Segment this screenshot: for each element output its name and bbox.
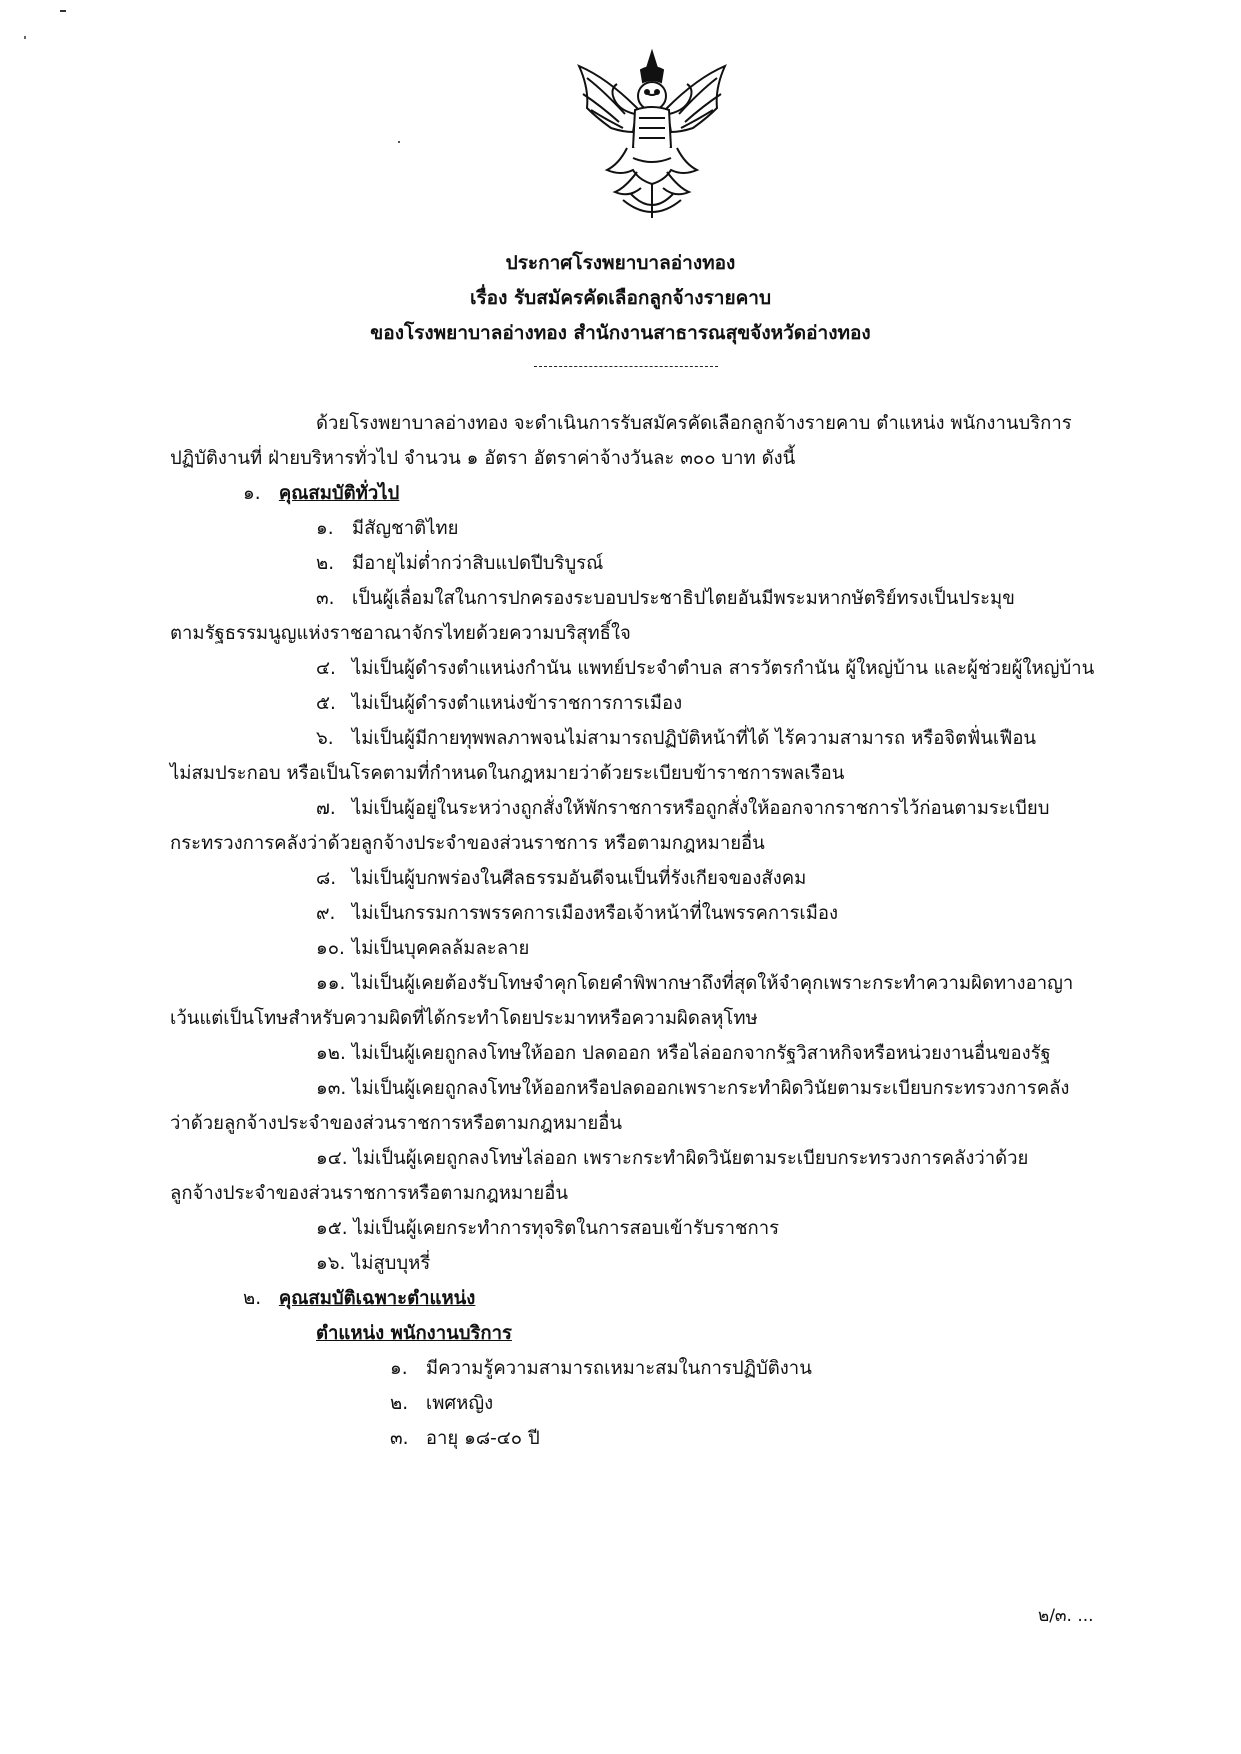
garuda-emblem bbox=[567, 48, 737, 223]
list-item bbox=[390, 1392, 493, 1416]
item-text: ไม่เป็นผู้บกพร่องในศีลธรรมอันดีจนเป็นที่รังเกียจของสังคม bbox=[351, 868, 807, 889]
list-item bbox=[316, 1077, 1069, 1101]
intro-line-1: ด้วยโรงพยาบาลอ่างทอง จะดำเนินการรับสมัครคัดเลือกลูกจ้างรายคาบ ตำแหน่ง พนักงานบริการ bbox=[316, 413, 1072, 434]
intro-line-2: ปฏิบัติงานที่ ฝ่ายบริหารทั่วไป จำนวน ๑ อัตรา อัตราค่าจ้างวันละ ๓๐๐ บาท ดังนี้ bbox=[170, 448, 796, 469]
announcement-issuer: ของโรงพยาบาลอ่างทอง สำนักงานสาธารณสุขจังหวัดอ่างทอง bbox=[370, 322, 871, 344]
section-number: ๒. bbox=[243, 1288, 262, 1309]
scan-mark bbox=[398, 141, 400, 143]
item-number: ๑๓. bbox=[316, 1078, 347, 1099]
list-item bbox=[316, 587, 1015, 611]
title-divider bbox=[534, 366, 718, 367]
item-number: ๓. bbox=[316, 588, 335, 609]
item-number: ๙. bbox=[316, 903, 336, 924]
list-item bbox=[316, 1217, 779, 1241]
item-text: มีความรู้ความสามารถเหมาะสมในการปฏิบัติงาน bbox=[425, 1358, 812, 1379]
item-number: ๗. bbox=[316, 798, 336, 819]
section-number: ๑. bbox=[243, 483, 261, 504]
list-item-continuation: เว้นแต่เป็นโทษสำหรับความผิดที่ได้กระทำโดยประมาทหรือความผิดลหุโทษ bbox=[170, 1008, 758, 1029]
announcement-subject: เรื่อง รับสมัครคัดเลือกลูกจ้างรายคาบ bbox=[469, 287, 772, 309]
item-number: ๓. bbox=[390, 1428, 409, 1449]
item-number: ๑. bbox=[390, 1358, 408, 1379]
item-text: ไม่เป็นผู้เคยต้องรับโทษจำคุกโดยคำพิพากษาถึงที่สุดให้จำคุกเพราะกระทำความผิดทางอาญา bbox=[351, 973, 1074, 994]
list-item bbox=[316, 902, 838, 926]
item-number: ๑๑. bbox=[316, 973, 346, 994]
item-number: ๒. bbox=[390, 1393, 409, 1414]
item-number: ๑. bbox=[316, 518, 334, 539]
item-text: ไม่เป็นผู้เคยกระทำการทุจริตในการสอบเข้ารับราชการ bbox=[353, 1218, 780, 1239]
item-number: ๑๐. bbox=[316, 938, 345, 959]
list-item bbox=[316, 1147, 1028, 1171]
list-item bbox=[316, 797, 1049, 821]
item-number: ๒. bbox=[316, 553, 335, 574]
position-heading bbox=[316, 1322, 512, 1346]
announcement-title: ประกาศโรงพยาบาลอ่างทอง bbox=[505, 252, 736, 274]
item-number: ๑๕. bbox=[316, 1218, 348, 1239]
item-number: ๑๔. bbox=[316, 1148, 348, 1169]
item-number: ๑๒. bbox=[316, 1043, 346, 1064]
list-item bbox=[316, 727, 1036, 751]
item-text: ไม่เป็นผู้เคยถูกลงโทษให้ออก ปลดออก หรือไล่ออกจากรัฐวิสาหกิจหรือหน่วยงานอื่นของรัฐ bbox=[351, 1043, 1051, 1064]
list-item-continuation: ว่าด้วยลูกจ้างประจำของส่วนราชการหรือตามกฎหมายอื่น bbox=[170, 1113, 623, 1134]
section-1-heading bbox=[243, 482, 399, 506]
list-item bbox=[390, 1427, 540, 1451]
item-text: เพศหญิง bbox=[425, 1393, 494, 1414]
item-text: ไม่เป็นกรรมการพรรคการเมืองหรือเจ้าหน้าที่ในพรรคการเมือง bbox=[351, 903, 839, 924]
list-item bbox=[316, 1042, 1051, 1066]
item-number: ๖. bbox=[316, 728, 334, 749]
list-item bbox=[316, 657, 1094, 681]
item-text: ไม่เป็นผู้อยู่ในระหว่างถูกสั่งให้พักราชการหรือถูกสั่งให้ออกจากราชการไว้ก่อนตามระเบียบ bbox=[351, 798, 1050, 819]
section-2-heading bbox=[243, 1287, 475, 1311]
list-item bbox=[316, 972, 1073, 996]
item-text: ไม่เป็นผู้ดำรงตำแหน่งข้าราชการการเมือง bbox=[351, 693, 683, 714]
item-number: ๘. bbox=[316, 868, 337, 889]
item-text: ไม่เป็นผู้มีกายทุพพลภาพจนไม่สามารถปฏิบัติหน้าที่ได้ ไร้ความสามารถ หรือจิตฟั่นเฟือน bbox=[351, 728, 1037, 749]
item-number: ๑๖. bbox=[316, 1253, 346, 1274]
scan-mark bbox=[60, 10, 66, 12]
item-text: มีอายุไม่ต่ำกว่าสิบแปดปีบริบูรณ์ bbox=[351, 553, 604, 574]
item-text: ไม่เป็นบุคคลล้มละลาย bbox=[351, 938, 530, 959]
item-number: ๕. bbox=[316, 693, 336, 714]
item-text: ไม่เป็นผู้เคยถูกลงโทษไล่ออก เพราะกระทำผิดวินัยตามระเบียบกระทรวงการคลังว่าด้วย bbox=[353, 1148, 1029, 1169]
list-item bbox=[316, 1252, 430, 1276]
list-item bbox=[316, 552, 603, 576]
section-title: คุณสมบัติทั่วไป bbox=[278, 483, 400, 504]
list-item bbox=[316, 692, 682, 716]
page-continuation-ref: ๒/๓. ... bbox=[1038, 1606, 1094, 1626]
item-text: มีสัญชาติไทย bbox=[351, 518, 459, 539]
list-item bbox=[316, 867, 806, 891]
list-item-continuation: ตามรัฐธรรมนูญแห่งราชอาณาจักรไทยด้วยความบริสุทธิ์ใจ bbox=[170, 623, 631, 644]
list-item-continuation: ลูกจ้างประจำของส่วนราชการหรือตามกฎหมายอื่น bbox=[170, 1183, 569, 1204]
item-text: ไม่สูบบุหรี่ bbox=[351, 1253, 431, 1274]
list-item-continuation: ไม่สมประกอบ หรือเป็นโรคตามที่กำหนดในกฎหมายว่าด้วยระเบียบข้าราชการพลเรือน bbox=[170, 763, 845, 784]
list-item-continuation: กระทรวงการคลังว่าด้วยลูกจ้างประจำของส่วนราชการ หรือตามกฎหมายอื่น bbox=[170, 833, 765, 854]
scan-mark bbox=[24, 36, 26, 39]
item-text: ไม่เป็นผู้ดำรงตำแหน่งกำนัน แพทย์ประจำตำบล สารวัตรกำนัน ผู้ใหญ่บ้าน และผู้ช่วยผู้ใหญ่บ้าน bbox=[351, 658, 1095, 679]
item-text: เป็นผู้เลื่อมใสในการปกครองระบอบประชาธิปไตยอันมีพระมหากษัตริย์ทรงเป็นประมุข bbox=[351, 588, 1015, 609]
list-item bbox=[390, 1357, 812, 1381]
position-title: ตำแหน่ง พนักงานบริการ bbox=[316, 1323, 512, 1344]
section-title: คุณสมบัติเฉพาะตำแหน่ง bbox=[278, 1288, 476, 1309]
item-text: ไม่เป็นผู้เคยถูกลงโทษให้ออกหรือปลดออกเพราะกระทำผิดวินัยตามระเบียบกระทรวงการคลัง bbox=[352, 1078, 1070, 1099]
item-text: อายุ ๑๘-๔๐ ปี bbox=[425, 1428, 540, 1449]
list-item bbox=[316, 517, 458, 541]
list-item bbox=[316, 937, 529, 961]
item-number: ๔. bbox=[316, 658, 336, 679]
